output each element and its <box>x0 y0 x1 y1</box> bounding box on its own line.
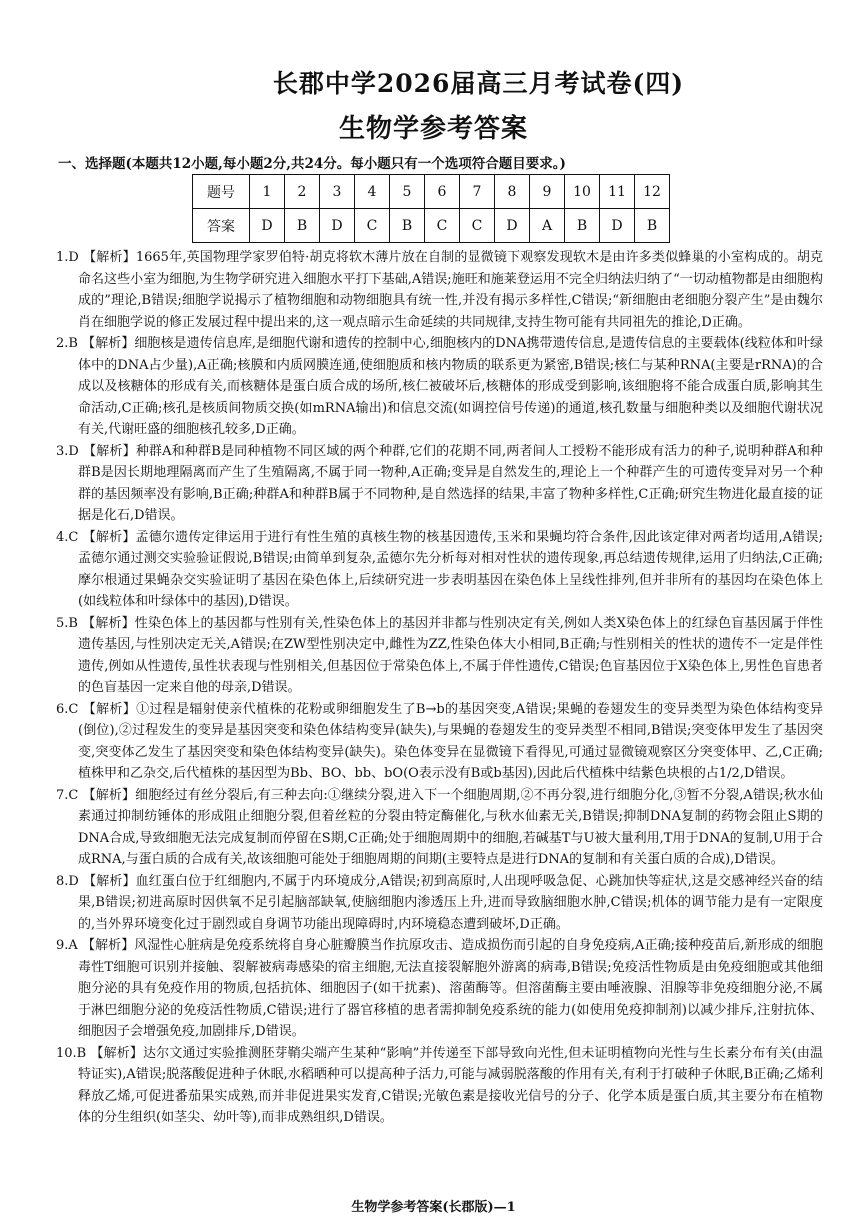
explanation-item: 9.A 【解析】风湿性心脏病是免疫系统将自身心脏瓣膜当作抗原攻击、造成损伤而引起的自身免疫病,A正确;接种疫苗后,新形成的细胞毒性T细胞可识别并接触、裂解被病毒感染的宿主细胞,无法直接裂解胞外游离的病毒,B错误;免疫活性物质是由免疫细胞或其他细胞分泌的具有免疫作用的物质,包括抗体、细胞因子(如干扰素)、溶菌酶等。但溶菌酶主要由唾液腺、泪腺等非免疫细胞分泌,不属于淋巴细胞分泌的免疫活性物质,C错误;进行了器官移植的患者需抑制免疫系统的能力(如使用免疫抑制剂)以减少排斥,注射抗体、细胞因子会增强免疫,加剧排斥,D错误。 <box>56 938 823 1039</box>
question-number: 9 <box>530 175 565 209</box>
question-number: 3 <box>320 175 355 209</box>
answer-cell: D <box>250 209 285 243</box>
question-number: 12 <box>635 175 670 209</box>
answer-cell: B <box>565 209 600 243</box>
explanation-item: 6.C 【解析】①过程是辐射使亲代植株的花粉或卵细胞发生了B→b的基因突变,A错误;果蝇的卷翅发生的变异类型为染色体结构变异(倒位),②过程发生的变异是基因突变和染色体结构变异(缺失),与果蝇的卷翅发生的变异类型不相同,B错误;突变体甲发生了基因突变,突变体乙发生了基因突变和染色体结构变异(缺失)。染色体变异在显微镜下看得见,可通过显微镜观察区分突变体甲、乙,C正确;植株甲和乙杂交,后代植株的基因型为Bb、BO、bb、bO(O表示没有B或b基因),因此后代植株中结紫色块根的占1/2,D错误。 <box>56 701 823 781</box>
explanation-item: 10.B 【解析】达尔文通过实验推测胚芽鞘尖端产生某种“影响”并传递至下部导致向光性,但未证明植物向光性与生长素分布有关(由温特证实),A错误;脱落酸促进种子休眠,水稻晒种可以提高种子活力,可能与减弱脱落酸的作用有关,有利于打破种子休眠,B正确;乙烯利释放乙烯,可促进番茄果实成熟,而并非促进果实发育,C错误;光敏色素是接收光信号的分子、化学本质是蛋白质,其主要分布在植物体的分生组织(如茎尖、幼叶等),而非成熟组织,D错误。 <box>56 1045 823 1125</box>
explanation-item: 4.C 【解析】孟德尔遗传定律运用于进行有性生殖的真核生物的核基因遗传,玉米和果蝇均符合条件,因此该定律对两者均适用,A错误;孟德尔通过测交实验验证假说,B错误;由简单到复杂,孟德尔先分析每对相对性状的遗传现象,再总结遗传规律,运用了归纳法,C正确;摩尔根通过果蝇杂交实验证明了基因在染色体上,后续研究进一步表明基因在染色体上呈线性排列,但并非所有的基因均在染色体上(如线粒体和叶绿体中的基因),D错误。 <box>56 529 823 609</box>
answer-cell: C <box>355 209 390 243</box>
answer-cell: C <box>460 209 495 243</box>
section-heading: 一、选择题(本题共12小题,每小题2分,共24分。每小题只有一个选项符合题目要求。) <box>58 156 566 172</box>
row-label-answer: 答案 <box>193 209 250 243</box>
answer-cell: A <box>530 209 565 243</box>
answer-cell: B <box>285 209 320 243</box>
explanation-item: 8.D 【解析】血红蛋白位于红细胞内,不属于内环境成分,A错误;初到高原时,人出现呼吸急促、心跳加快等症状,这是交感神经兴奋的结果,B错误;初进高原时因供氧不足引起脑部缺氧,使脑细胞内渗透压上升,进而导致脑细胞水肿,C错误;机体的调节能力是有一定限度的,当外界环境变化过于剧烈或自身调节功能出现障碍时,内环境稳态遭到破坏,D正确。 <box>56 873 823 932</box>
row-label-number: 题号 <box>193 175 250 209</box>
answer-table <box>192 174 670 243</box>
explanation-item: 3.D 【解析】种群A和种群B是同种植物不同区域的两个种群,它们的花期不同,两者间人工授粉不能形成有活力的种子,说明种群A和种群B是因长期地理隔离而产生了生殖隔离,不属于同一物种,A正确;变异是自然发生的,理论上一个种群产生的可遗传变异对另一个种群的基因频率没有影响,B正确;种群A和种群B属于不同物种,是自然选择的结果,丰富了物种多样性,C正确;研究生物进化最直接的证据是化石,D错误。 <box>56 443 823 523</box>
question-number: 4 <box>355 175 390 209</box>
explanation-item: 7.C 【解析】细胞经过有丝分裂后,有三种去向:①继续分裂,进入下一个细胞周期,②不再分裂,进行细胞分化,③暂不分裂,A错误;秋水仙素通过抑制纺锤体的形成阻止细胞分裂,但着丝粒的分裂由特定酶催化,与秋水仙素无关,B错误;抑制DNA复制的药物会阻止S期的DNA合成,导致细胞无法完成复制而停留在S期,C正确;处于细胞周期中的细胞,若碱基T与U被大量利用,T用于DNA的复制,U用于合成RNA,与蛋白质的合成有关,故该细胞可能处于细胞周期的间期(主要特点是进行DNA的复制和有关蛋白质的合成),D错误。 <box>56 787 823 867</box>
question-number: 11 <box>600 175 635 209</box>
answer-cell: D <box>495 209 530 243</box>
question-number: 6 <box>425 175 460 209</box>
question-number: 8 <box>495 175 530 209</box>
question-number: 7 <box>460 175 495 209</box>
question-number: 10 <box>565 175 600 209</box>
explanation-item: 1.D 【解析】1665年,英国物理学家罗伯特·胡克将软木薄片放在自制的显微镜下观察发现软木是由许多类似蜂巢的小室构成的。胡克命名这些小室为细胞,为生物学研究进入细胞水平打下基础,A错误;施旺和施莱登运用不完全归纳法归纳了“一切动植物都是由细胞构成的”理论,B错误;细胞学说揭示了植物细胞和动物细胞具有统一性,并没有揭示多样性,C错误;“新细胞由老细胞分裂产生”是由魏尔肖在细胞学说的修正发展过程中提出来的,这一观点暗示生命延续的共同规律,支持生物可能有共同祖先的推论,D正确。 <box>56 250 823 330</box>
question-number: 1 <box>250 175 285 209</box>
page-footer: 生物学参考答案(长郡版)—1 <box>351 1200 516 1215</box>
question-number: 5 <box>390 175 425 209</box>
answer-table-answer-row <box>193 209 670 243</box>
exam-title: 长郡中学2026届高三月考试卷(四) <box>272 69 685 98</box>
explanation-list <box>56 247 823 1129</box>
answer-cell: B <box>635 209 670 243</box>
document-subtitle: 生物学参考答案 <box>338 114 528 144</box>
explanation-item: 5.B 【解析】性染色体上的基因都与性别有关,性染色体上的基因并非都与性别决定有关,例如人类X染色体上的红绿色盲基因属于伴性遗传基因,与性别决定无关,A错误;在ZW型性别决定中,雌性为ZZ,性染色体大小相同,B正确;与性别相关的性状的遗传不一定是伴性遗传,例如从性遗传,虽性状表现与性别相关,但基因位于常染色体上,不属于伴性遗传,C错误;色盲基因位于X染色体上,男性色盲患者的色盲基因一定来自他的母亲,D错误。 <box>56 615 823 695</box>
answer-cell: D <box>320 209 355 243</box>
answer-cell: B <box>390 209 425 243</box>
answer-cell: D <box>600 209 635 243</box>
question-number: 2 <box>285 175 320 209</box>
explanation-item: 2.B 【解析】细胞核是遗传信息库,是细胞代谢和遗传的控制中心,细胞核内的DNA携带遗传信息,是遗传信息的主要载体(线粒体和叶绿体中的DNA占少量),A正确;核膜和内质网膜连通,使细胞质和核内物质的联系更为紧密,B错误;核仁与某种RNA(主要是rRNA)的合成以及核糖体的形成有关,而核糖体是蛋白质合成的场所,核仁被破坏后,核糖体的形成受到影响,该细胞将不能合成蛋白质,影响其生命活动,C正确;核孔是核质间物质交换(如mRNA输出)和信息交流(如调控信号传递)的通道,核孔数量与细胞种类以及细胞代谢状况有关,代谢旺盛的细胞核孔较多,D正确。 <box>56 336 823 437</box>
answer-table-number-row <box>193 175 670 209</box>
answer-cell: C <box>425 209 460 243</box>
